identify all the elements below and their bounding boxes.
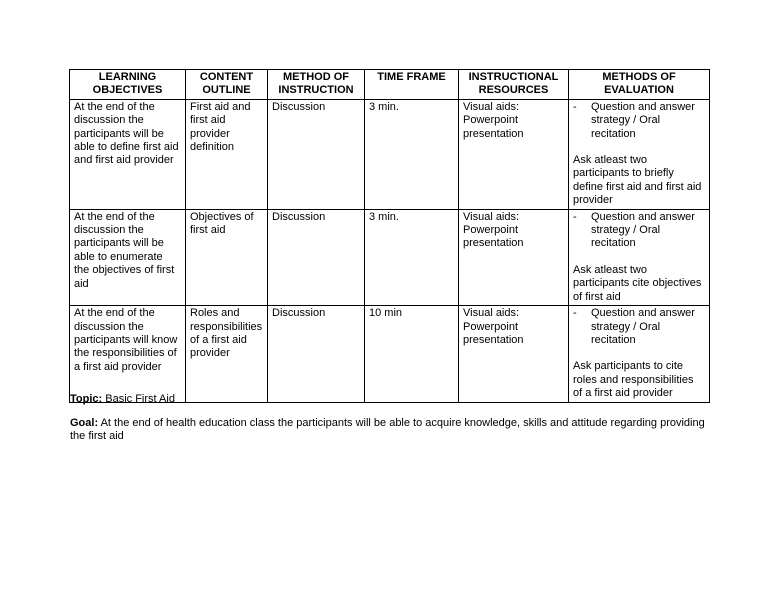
time-cell: 3 min. bbox=[365, 209, 459, 305]
evaluation-item: Question and answer strategy / Oral recitation bbox=[591, 100, 695, 140]
evaluation-cell bbox=[569, 209, 710, 305]
resources-cell: Visual aids: Powerpoint presentation bbox=[459, 306, 569, 402]
objective-cell: At the end of the discussion the participants will know the responsibilities of a first aid provider bbox=[70, 306, 186, 402]
header-time-frame: TIME FRAME bbox=[365, 70, 459, 100]
evaluation-bullet-item bbox=[573, 307, 705, 347]
topic-line bbox=[70, 393, 175, 406]
resources-cell: Visual aids: Powerpoint presentation bbox=[459, 209, 569, 305]
header-instructional-resources: INSTRUCTIONAL RESOURCES bbox=[459, 70, 569, 100]
evaluation-cell bbox=[569, 99, 710, 209]
header-method-of-instruction: METHOD OF INSTRUCTION bbox=[268, 70, 365, 100]
time-cell: 10 min bbox=[365, 306, 459, 402]
goal-label: Goal: bbox=[70, 417, 99, 429]
header-methods-of-evaluation: METHODS OF EVALUATION bbox=[569, 70, 710, 100]
evaluation-bullet-item bbox=[573, 211, 705, 251]
evaluation-bullet: - bbox=[573, 307, 577, 320]
evaluation-bullet: - bbox=[573, 210, 577, 223]
objective-cell: At the end of the discussion the participants will be able to define first aid and first aid provider bbox=[70, 99, 186, 209]
topic-value: Basic First Aid bbox=[105, 393, 175, 405]
evaluation-bullet-item bbox=[573, 101, 705, 141]
evaluation-note: Ask participants to cite roles and responsibilities of a first aid provider bbox=[573, 360, 694, 400]
evaluation-item: Question and answer strategy / Oral recitation bbox=[591, 307, 695, 346]
resources-cell: Visual aids: Powerpoint presentation bbox=[459, 99, 569, 209]
header-learning-objectives: LEARNING OBJECTIVES bbox=[70, 70, 186, 100]
goal-value: At the end of health education class the participants will be able to acquire knowledge, skills and attitude regarding providing the first aid bbox=[70, 417, 705, 443]
content-cell: Roles and responsibilities of a first aid provider bbox=[186, 306, 268, 402]
time-cell: 3 min. bbox=[365, 99, 459, 209]
table-row bbox=[70, 306, 710, 402]
table-row bbox=[70, 99, 710, 209]
content-cell: Objectives of first aid bbox=[186, 209, 268, 305]
method-cell: Discussion bbox=[268, 99, 365, 209]
evaluation-bullet: - bbox=[573, 100, 577, 113]
evaluation-note: Ask atleast two participants cite objectives of first aid bbox=[573, 263, 702, 303]
topic-label: Topic: bbox=[70, 393, 103, 405]
table-header-row bbox=[70, 70, 710, 100]
evaluation-item: Question and answer strategy / Oral recitation bbox=[591, 210, 695, 250]
header-content-outline: CONTENT OUTLINE bbox=[186, 70, 268, 100]
table-row bbox=[70, 209, 710, 305]
objective-cell: At the end of the discussion the participants will be able to enumerate the objectives of first aid bbox=[70, 209, 186, 305]
method-cell: Discussion bbox=[268, 209, 365, 305]
goal-paragraph bbox=[70, 417, 710, 444]
lesson-plan-table bbox=[69, 69, 710, 403]
evaluation-note: Ask atleast two participants to briefly define first aid and first aid provider bbox=[573, 154, 702, 207]
method-cell: Discussion bbox=[268, 306, 365, 402]
content-cell: First aid and first aid provider definition bbox=[186, 99, 268, 209]
evaluation-cell bbox=[569, 306, 710, 402]
